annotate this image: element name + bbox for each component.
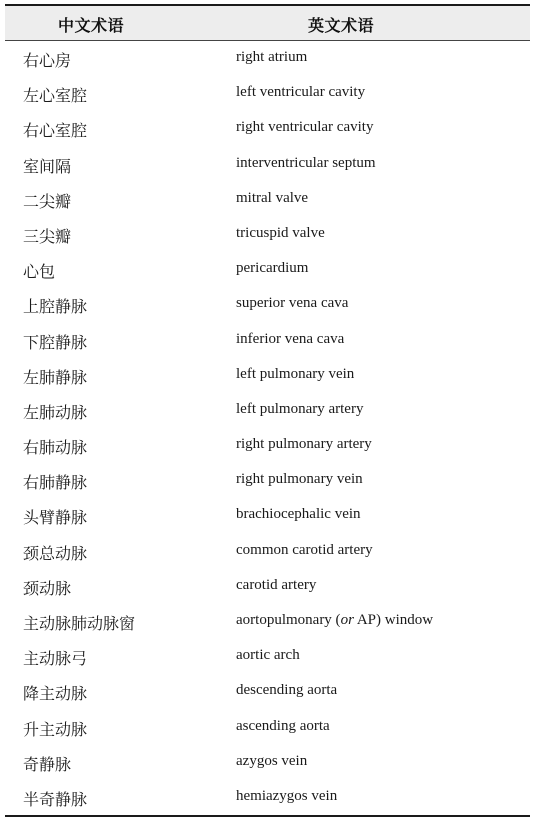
table-row [5, 358, 530, 393]
table-row [5, 604, 530, 639]
chinese-term: 颈动脉 [23, 578, 72, 598]
chinese-term: 半奇静脉 [23, 789, 88, 809]
table-row [5, 147, 530, 182]
english-term: descending aorta [236, 682, 338, 699]
english-term: right pulmonary artery [236, 436, 372, 453]
chinese-term: 二尖瓣 [23, 191, 72, 211]
table-row [5, 674, 530, 709]
table-body [5, 41, 530, 817]
english-term: left pulmonary artery [236, 400, 364, 417]
chinese-term: 右肺动脉 [23, 438, 88, 458]
chinese-term: 奇静脉 [23, 754, 72, 774]
english-term: carotid artery [236, 576, 317, 593]
english-term: tricuspid valve [236, 224, 325, 241]
english-term: right pulmonary vein [236, 471, 363, 488]
table-row [5, 217, 530, 252]
chinese-term: 颈总动脉 [23, 543, 88, 563]
table-row [5, 569, 530, 604]
english-term: pericardium [236, 260, 309, 277]
english-term: aortic arch [236, 647, 300, 664]
english-term: common carotid artery [236, 541, 373, 558]
table-row [5, 639, 530, 674]
english-term: hemiazygos vein [236, 787, 338, 804]
english-term: inferior vena cava [236, 330, 345, 347]
english-term: ascending aorta [236, 717, 330, 734]
chinese-term: 上腔静脉 [23, 297, 88, 317]
chinese-term: 左肺静脉 [23, 367, 88, 387]
table-row [5, 534, 530, 569]
english-term: right ventricular cavity [236, 119, 374, 136]
terminology-table [5, 4, 530, 817]
chinese-term: 主动脉肺动脉窗 [23, 614, 136, 633]
chinese-term: 左肺动脉 [23, 402, 88, 422]
chinese-term: 升主动脉 [23, 719, 88, 739]
table-row [5, 463, 530, 498]
table-row [5, 428, 530, 463]
table-row [5, 76, 530, 111]
english-term: right atrium [236, 49, 308, 65]
chinese-term: 右肺静脉 [23, 473, 88, 493]
english-term: superior vena cava [236, 295, 349, 312]
chinese-term: 右心房 [23, 51, 72, 70]
chinese-term: 心包 [23, 262, 56, 282]
chinese-term: 三尖瓣 [23, 226, 72, 246]
english-term: brachiocephalic vein [236, 506, 361, 523]
table-row [5, 393, 530, 428]
table-row [5, 41, 530, 76]
or-italic: or [340, 612, 354, 628]
chinese-term: 降主动脉 [23, 684, 88, 704]
table-row [5, 498, 530, 533]
english-term: azygos vein [236, 752, 308, 769]
table-row [5, 710, 530, 745]
chinese-term: 室间隔 [23, 156, 72, 176]
header-chinese-term: 中文术语 [58, 16, 125, 35]
chinese-term: 右心室腔 [23, 121, 88, 141]
chinese-term: 头臂静脉 [23, 508, 88, 528]
chinese-term: 主动脉弓 [23, 649, 88, 669]
english-term: left ventricular cavity [236, 84, 366, 101]
table-row [5, 287, 530, 322]
table-row [5, 111, 530, 146]
chinese-term: 左心室腔 [23, 86, 88, 106]
table-row [5, 745, 530, 780]
chinese-term: 下腔静脉 [23, 332, 88, 352]
table-row [5, 323, 530, 358]
table-header [5, 4, 530, 41]
header-english-term: 英文术语 [308, 16, 375, 35]
table-row [5, 780, 530, 815]
table-row [5, 252, 530, 287]
english-term: aortopulmonary (or AP) window [236, 612, 434, 628]
english-term: interventricular septum [236, 154, 376, 171]
english-term: mitral valve [236, 189, 309, 206]
english-term: left pulmonary vein [236, 365, 355, 382]
table-row [5, 182, 530, 217]
